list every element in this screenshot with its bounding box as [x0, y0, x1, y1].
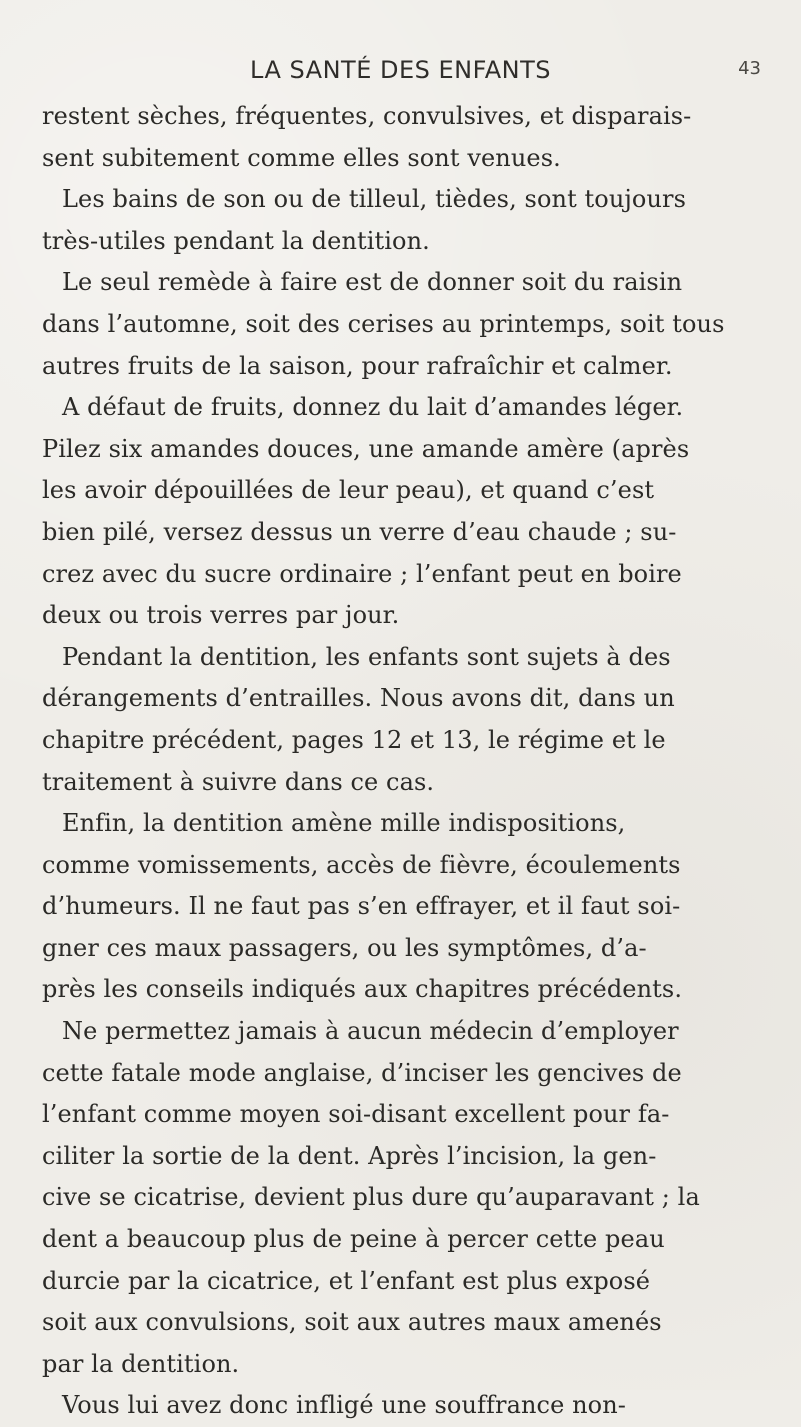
body-text — [42, 96, 767, 1427]
text-line: dent a beaucoup plus de peine à percer cette peau — [42, 1225, 665, 1254]
text-line: dans l’automne, soit des cerises au printemps, soit tous — [42, 309, 725, 338]
text-line: bien pilé, versez dessus un verre d’eau chaude ; su- — [42, 517, 677, 546]
text-line: Le seul remède à faire est de donner soit du raisin — [62, 268, 683, 297]
text-line: autres fruits de la saison, pour rafraîchir et calmer. — [42, 351, 673, 380]
text-line: cive se cicatrise, devient plus dure qu’auparavant ; la — [42, 1183, 700, 1212]
text-line: soit aux convulsions, soit aux autres maux amenés — [42, 1308, 662, 1337]
text-line: sent subitement comme elles sont venues. — [42, 143, 561, 172]
text-line: chapitre précédent, pages 12 et 13, le régime et le — [42, 725, 666, 754]
text-line: gner ces maux passagers, ou les symptômes, d’a- — [42, 933, 647, 962]
page-number: 43 — [738, 58, 761, 79]
text-line: comme vomissements, accès de fièvre, écoulements — [42, 850, 681, 879]
text-line: ciliter la sortie de la dent. Après l’incision, la gen- — [42, 1141, 657, 1170]
text-line: par la dentition. — [42, 1349, 240, 1378]
text-line: Enfin, la dentition amène mille indispositions, — [62, 809, 626, 838]
text-line: deux ou trois verres par jour. — [42, 601, 400, 630]
text-line: Vous lui avez donc infligé une souffrance non- — [62, 1391, 626, 1420]
text-line: Pilez six amandes douces, une amande amère (après — [42, 434, 690, 463]
text-line: durcie par la cicatrice, et l’enfant est plus exposé — [42, 1266, 651, 1295]
text-line: Les bains de son ou de tilleul, tièdes, sont toujours — [62, 185, 687, 214]
running-head — [0, 56, 801, 96]
text-line: l’enfant comme moyen soi-disant excellent pour fa- — [42, 1100, 670, 1129]
text-line: Pendant la dentition, les enfants sont sujets à des — [62, 642, 671, 671]
text-line: traitement à suivre dans ce cas. — [42, 767, 435, 796]
text-line: Ne permettez jamais à aucun médecin d’employer — [62, 1017, 679, 1046]
text-line: restent sèches, fréquentes, convulsives, et disparais- — [42, 102, 692, 130]
text-line: dérangements d’entrailles. Nous avons dit, dans un — [42, 684, 675, 713]
running-title: LA SANTÉ DES ENFANTS — [250, 56, 551, 84]
text-line: A défaut de fruits, donnez du lait d’amandes léger. — [62, 393, 684, 422]
text-line: près les conseils indiqués aux chapitres précédents. — [42, 975, 683, 1004]
text-line: d’humeurs. Il ne faut pas s’en effrayer, et il faut soi- — [42, 892, 681, 921]
text-line: les avoir dépouillées de leur peau), et quand c’est — [42, 476, 655, 505]
text-line: crez avec du sucre ordinaire ; l’enfant peut en boire — [42, 559, 682, 588]
text-line: cette fatale mode anglaise, d’inciser les gencives de — [42, 1058, 682, 1087]
text-line: très-utiles pendant la dentition. — [42, 226, 430, 255]
